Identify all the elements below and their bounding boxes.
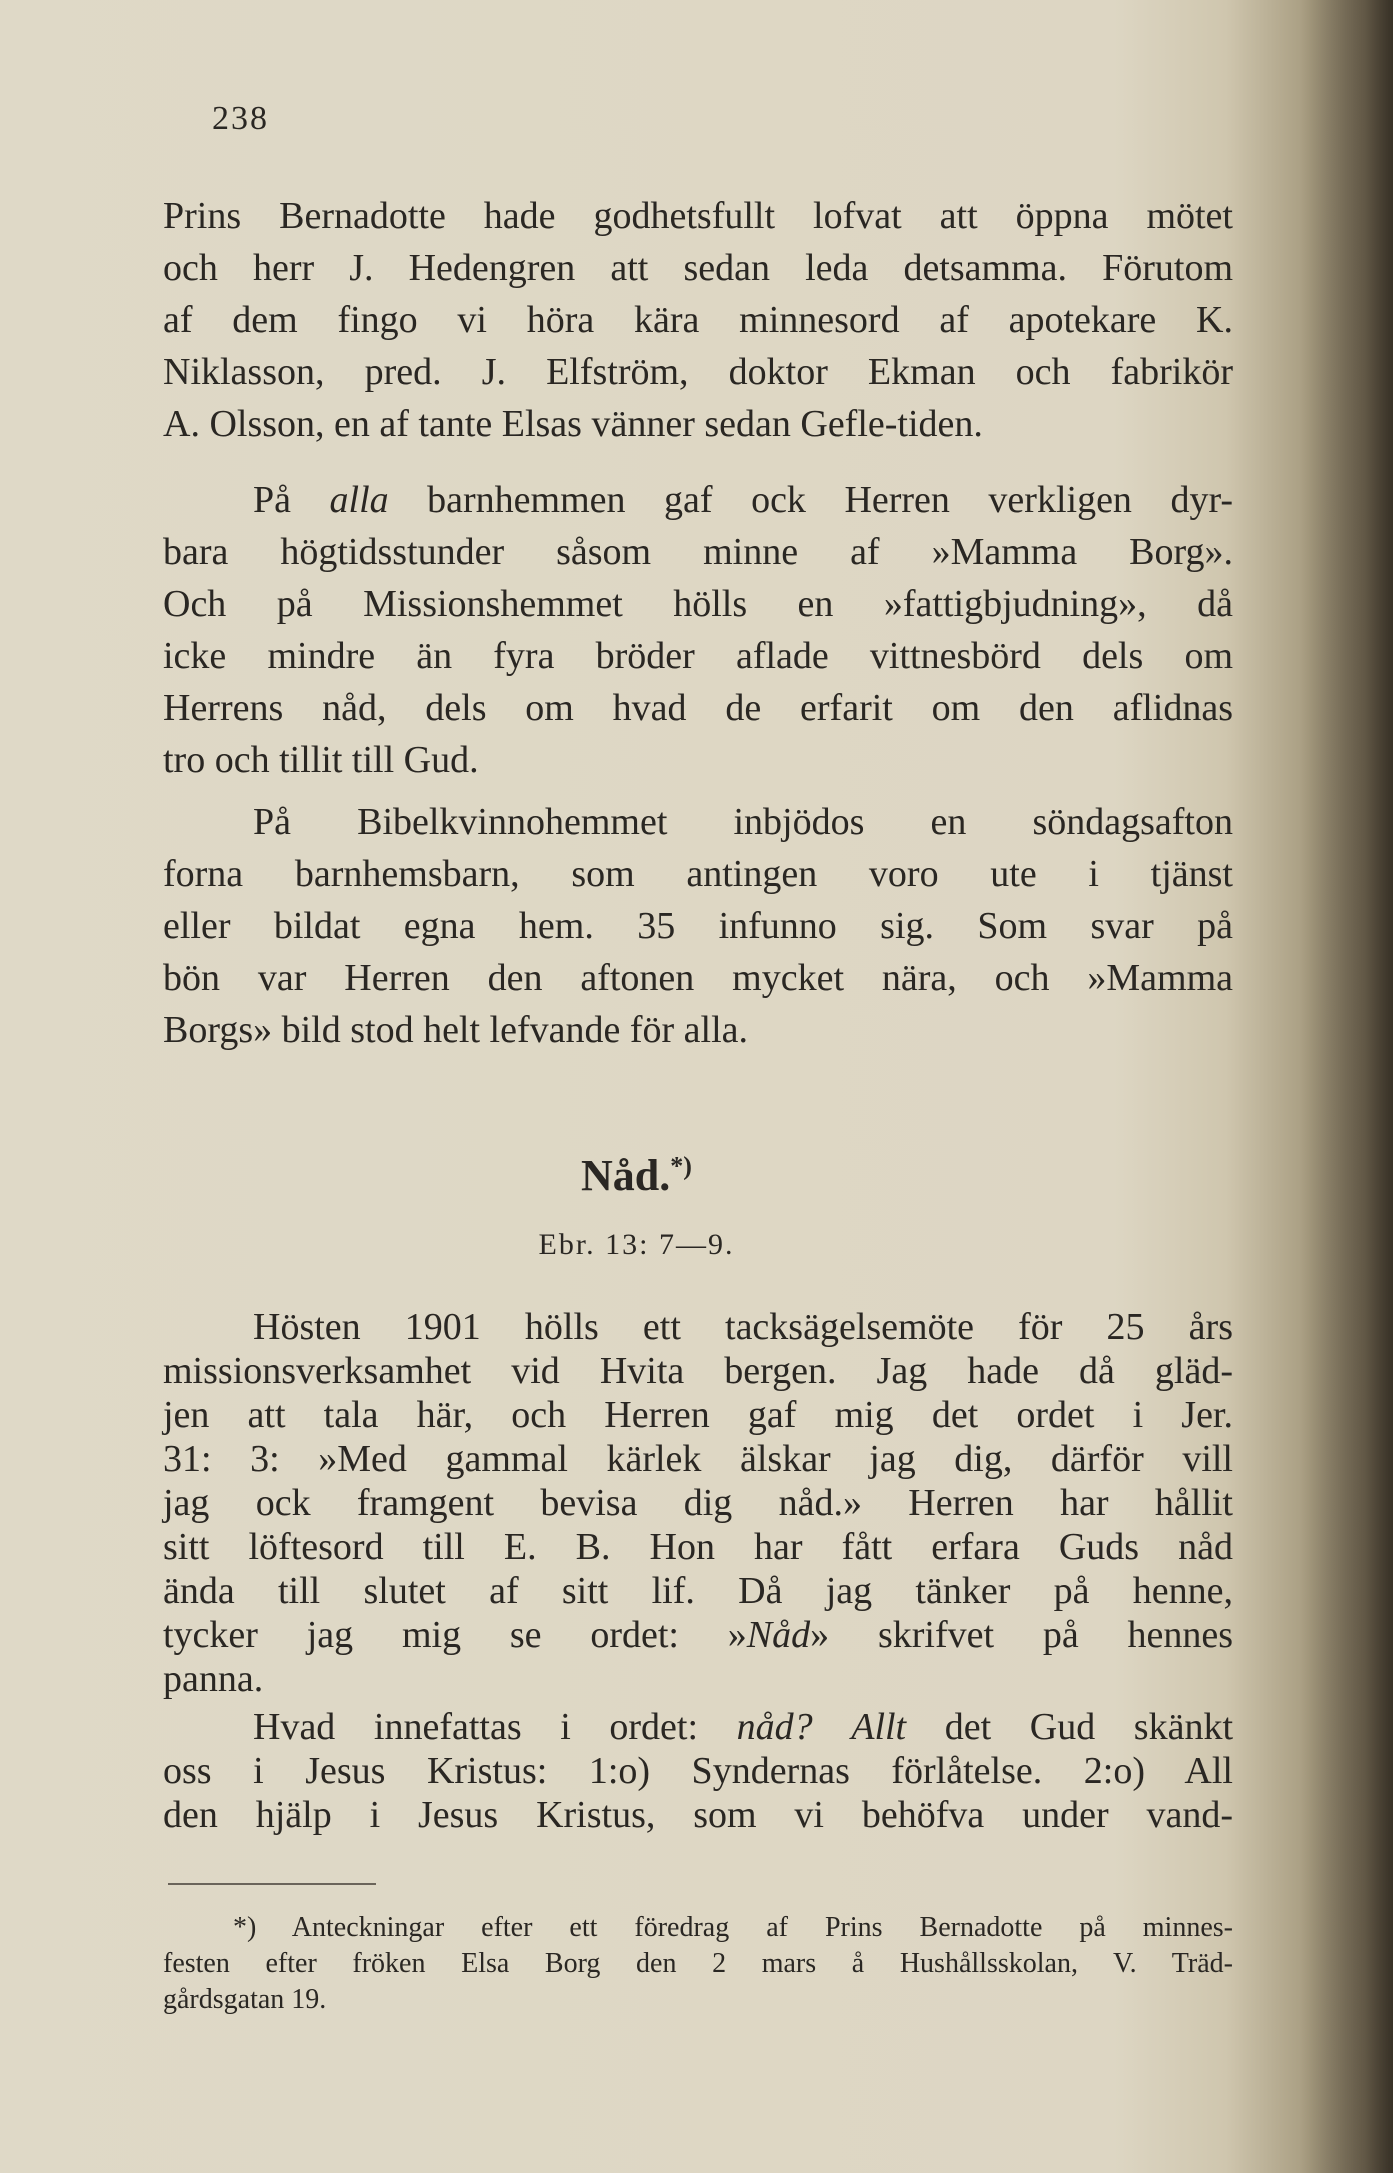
text-line: panna. — [163, 1658, 264, 1700]
paragraph-2 — [163, 474, 1233, 786]
text-line: 31: 3: »Med gammal kärlek älskar jag dig, därför vill — [163, 1438, 1233, 1480]
scripture-reference-text: Ebr. 13: 7—9. — [538, 1228, 735, 1261]
italic-word: Nåd — [746, 1614, 811, 1656]
text-line: af dem fingo vi höra kära minnesord af apotekare K. — [163, 299, 1233, 341]
text-line: Prins Bernadotte hade godhetsfullt lofvat att öppna mötet — [163, 195, 1233, 237]
text-segment: På — [253, 479, 330, 521]
text-line: Och på Missionshemmet hölls en »fattigbjudning», då — [163, 583, 1233, 625]
italic-word: Allt — [851, 1706, 907, 1748]
text-segment: det Gud skänkt — [906, 1706, 1234, 1748]
text-line: På Bibelkvinnohemmet inbjödos en söndagsafton — [253, 801, 1233, 843]
footnote — [163, 1910, 1233, 2018]
text-line: oss i Jesus Kristus: 1:o) Syndernas förlåtelse. 2:o) All — [163, 1750, 1233, 1792]
text-line: eller bildat egna hem. 35 infunno sig. Som svar på — [163, 905, 1233, 947]
text-line: icke mindre än fyra bröder aflade vittnesbörd dels om — [163, 635, 1233, 677]
text-line — [163, 1705, 1233, 1749]
text-line: forna barnhemsbarn, som antingen voro ute i tjänst — [163, 853, 1233, 895]
paragraph-3 — [163, 796, 1233, 1056]
text-line: tro och tillit till Gud. — [163, 739, 479, 781]
text-line: jag ock framgent bevisa dig nåd.» Herren har hållit — [163, 1482, 1233, 1524]
text-segment: tycker jag mig se ordet: » — [163, 1614, 747, 1656]
text-line: bara högtidsstunder såsom minne af »Mamma Borg». — [163, 531, 1233, 573]
page-number: 238 — [212, 100, 269, 137]
section-title — [0, 1150, 1393, 1201]
page-gutter-shadow — [1300, 0, 1393, 2173]
footnote-marker: *) — [670, 1151, 692, 1181]
scripture-reference — [0, 1228, 1393, 1262]
text-line: missionsverksamhet vid Hvita bergen. Jag hade då gläd- — [163, 1350, 1233, 1392]
footnote-line: festen efter fröken Elsa Borg den 2 mars å Hushållsskolan, V. Träd- — [163, 1948, 1233, 1979]
section-title-text: Nåd. — [581, 1151, 671, 1200]
text-line: Herrens nåd, dels om hvad de erfarit om den aflidnas — [163, 687, 1233, 729]
text-segment: Hvad innefattas i ordet: — [253, 1706, 737, 1748]
text-line: den hjälp i Jesus Kristus, som vi behöfva under vand- — [163, 1794, 1233, 1836]
text-line: bön var Herren den aftonen mycket nära, och »Mamma — [163, 957, 1233, 999]
text-line — [163, 1613, 1233, 1657]
text-line: Borgs» bild stod helt lefvande för alla. — [163, 1009, 749, 1051]
italic-word: nåd? — [736, 1706, 813, 1748]
footnote-divider — [168, 1883, 376, 1885]
footnote-line: *) Anteckningar efter ett föredrag af Prins Bernadotte på minnes- — [233, 1912, 1233, 1943]
text-line: Niklasson, pred. J. Elfström, doktor Ekman och fabrikör — [163, 351, 1233, 393]
text-line: Hösten 1901 hölls ett tacksägelsemöte för 25 års — [253, 1306, 1233, 1348]
italic-word: alla — [329, 479, 389, 521]
text-segment — [813, 1706, 852, 1748]
text-line: sitt löftesord till E. B. Hon har fått erfara Guds nåd — [163, 1526, 1233, 1568]
text-segment: » skrifvet på hennes — [810, 1614, 1234, 1656]
text-line — [163, 474, 1233, 526]
footnote-line: gårdsgatan 19. — [163, 1984, 327, 2015]
paragraph-5 — [163, 1705, 1233, 1837]
text-line: jen att tala här, och Herren gaf mig det ordet i Jer. — [163, 1394, 1233, 1436]
text-line: och herr J. Hedengren att sedan leda detsamma. Förutom — [163, 247, 1233, 289]
text-segment: barnhemmen gaf ock Herren verkligen dyr- — [388, 479, 1233, 521]
text-line: A. Olsson, en af tante Elsas vänner sedan Gefle-tiden. — [163, 403, 983, 445]
paragraph-4 — [163, 1305, 1233, 1701]
text-line: ända till slutet af sitt lif. Då jag tänker på henne, — [163, 1570, 1233, 1612]
paragraph-1 — [163, 190, 1233, 450]
